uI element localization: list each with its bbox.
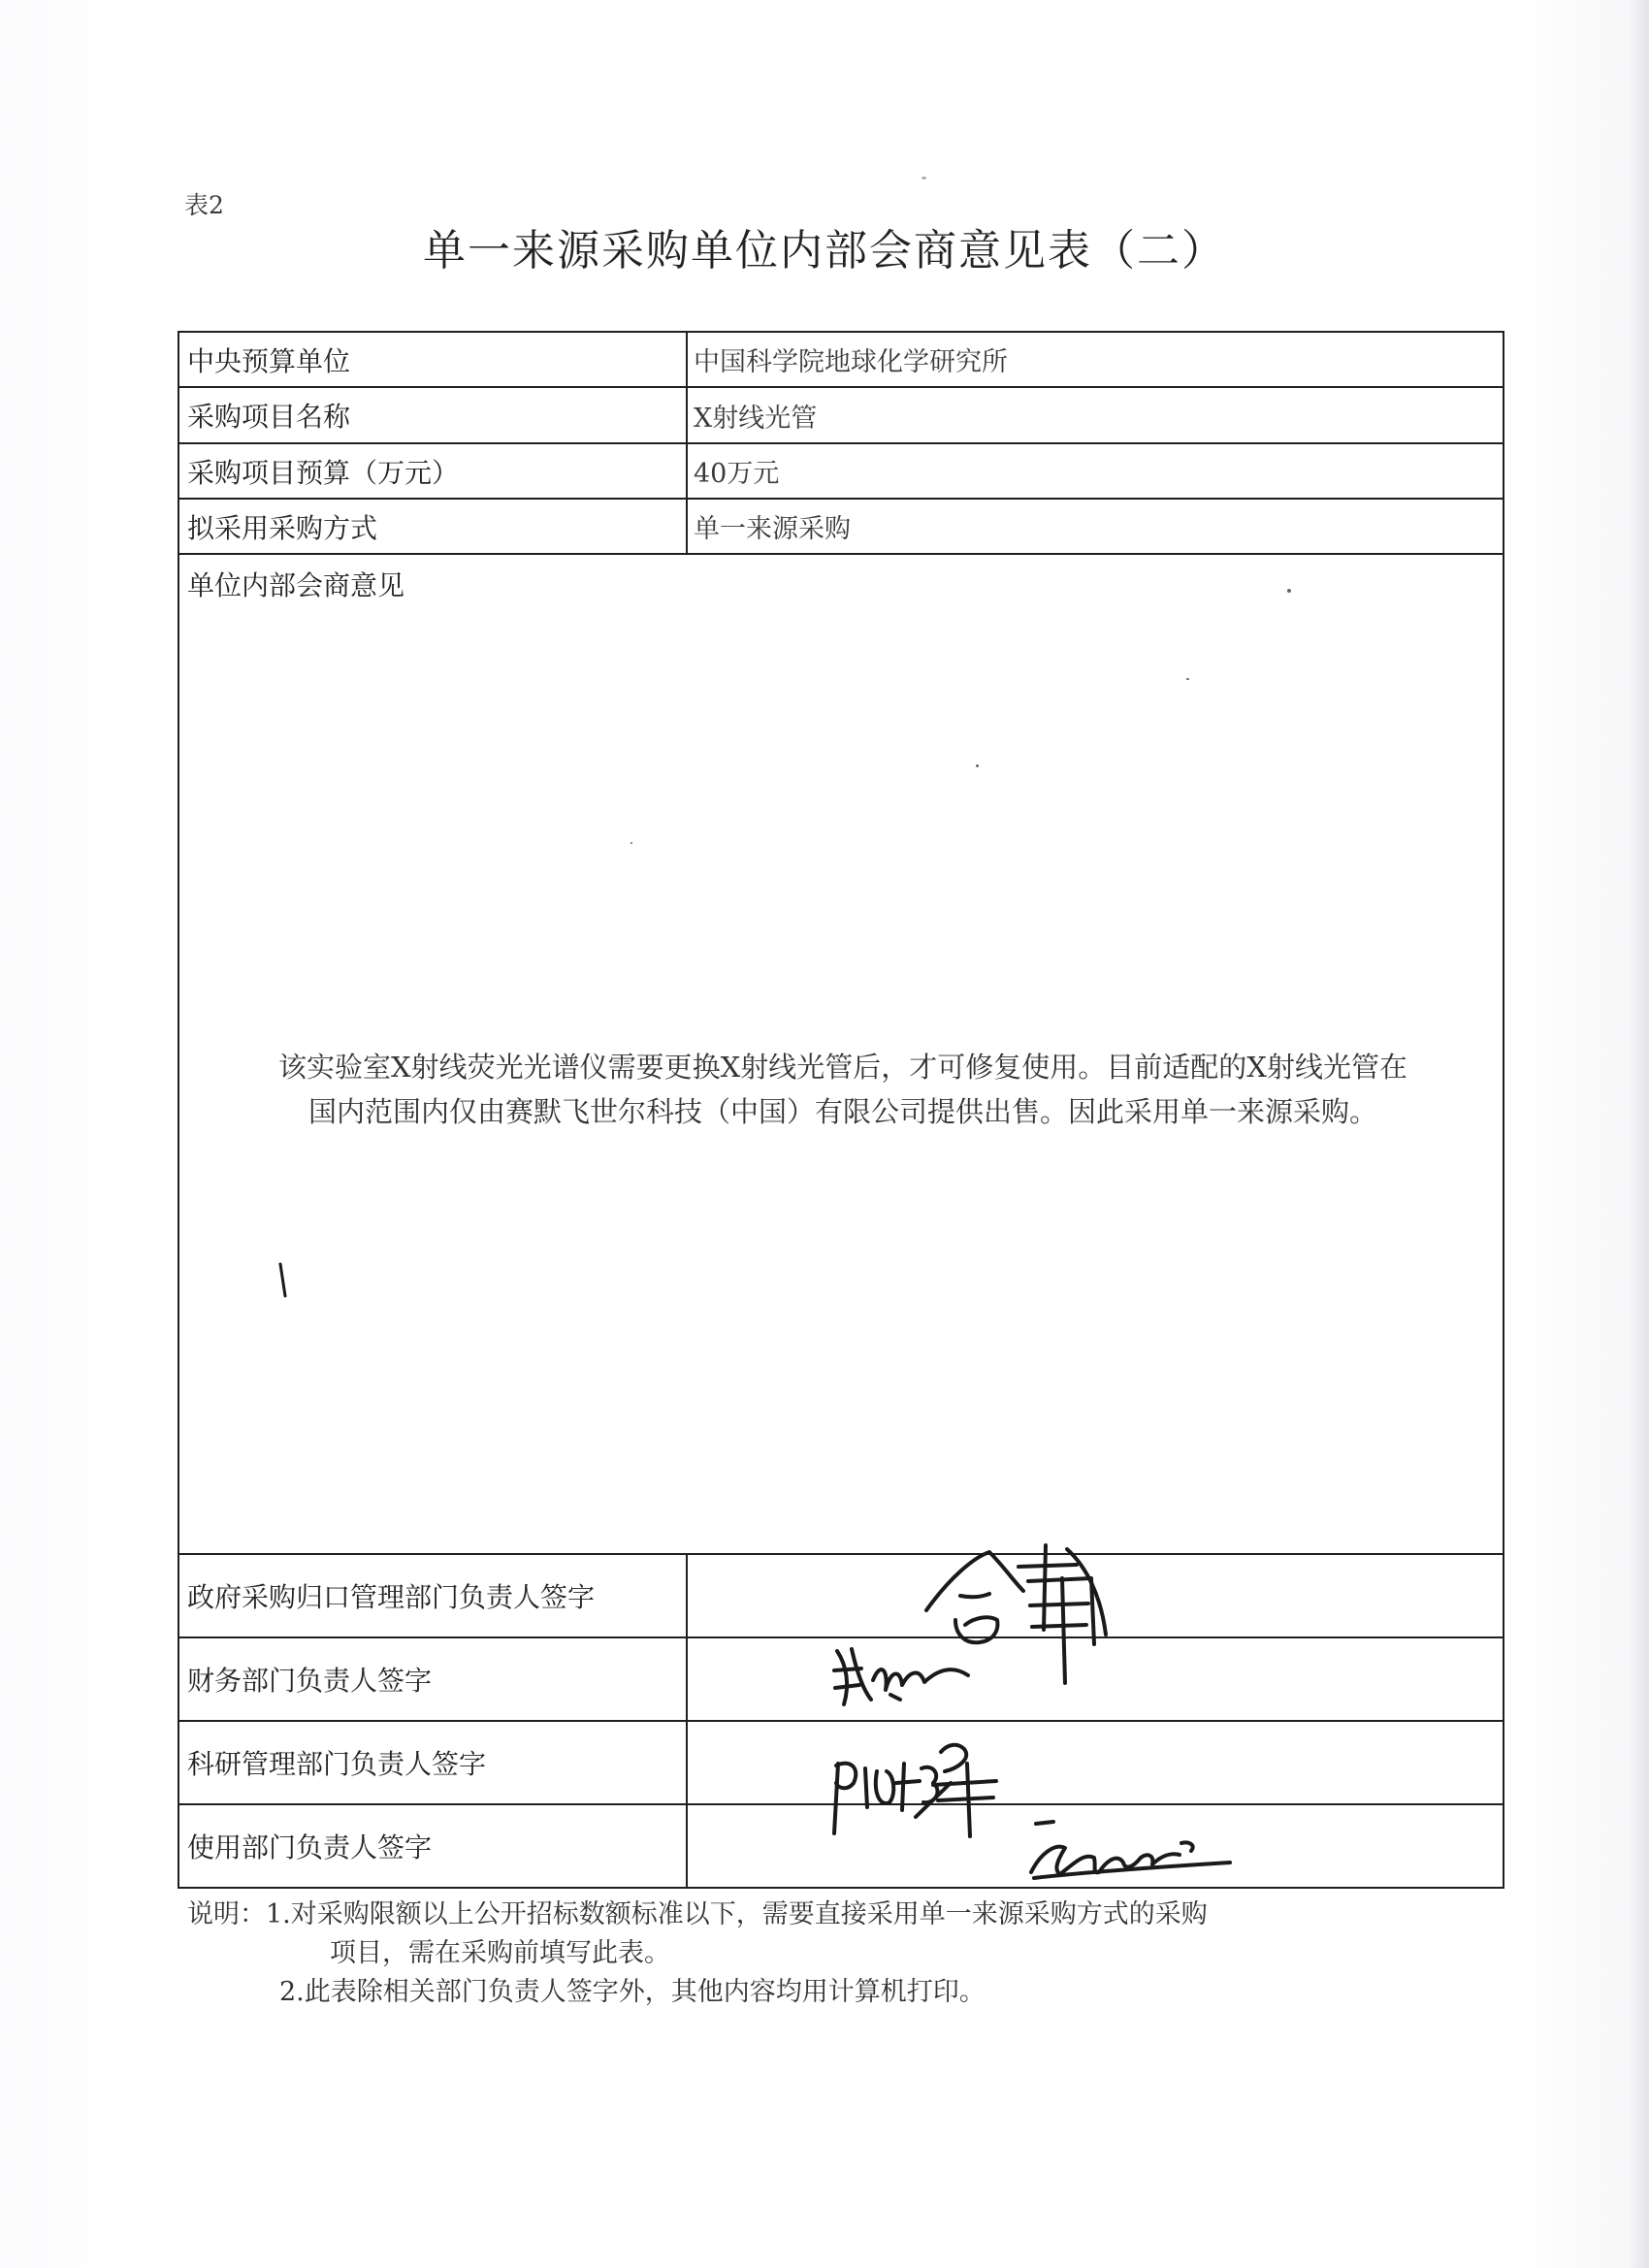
signature-label: 财务部门负责人签字	[187, 1665, 433, 1697]
note-line: 项目，需在采购前填写此表。	[330, 1938, 670, 1968]
scan-speck	[1186, 678, 1189, 680]
row-value: 中国科学院地球化学研究所	[686, 333, 1503, 386]
note-line: 2.此表除相关部门负责人签字外，其他内容均用计算机打印。	[279, 1977, 986, 2007]
row-value: 单一来源采购	[686, 500, 1503, 553]
opinion-line: 该实验室X射线荧光光谱仪需要更换X射线光管后，才可修复使用。目前适配的X射线光管在	[278, 1051, 1407, 1084]
row-label: 采购项目名称	[187, 401, 351, 433]
table-number: 表2	[184, 191, 224, 219]
handwritten-signature-user-dept	[1026, 1814, 1240, 1892]
row-signature-procurement	[179, 1555, 1503, 1638]
scan-edge-shadow	[1628, 0, 1649, 2268]
signature-label: 科研管理部门负责人签字	[187, 1748, 487, 1780]
signature-label: 使用部门负责人签字	[187, 1831, 433, 1863]
opinion-line: 国内范围内仅由赛默飞世尔科技（中国）有限公司提供出售。因此采用单一来源采购。	[307, 1095, 1377, 1128]
signature-cell	[686, 1722, 1503, 1803]
opinion-label: 单位内部会商意见	[187, 569, 405, 601]
opinion-text	[191, 1045, 1495, 1134]
signature-label: 政府采购归口管理部门负责人签字	[187, 1581, 596, 1613]
row-label: 拟采用采购方式	[187, 511, 378, 544]
scan-speck	[922, 177, 926, 179]
pen-mark	[277, 1261, 289, 1300]
note-line: 说明：1.对采购限额以上公开招标数额标准以下，需要直接采用单一来源采购方式的采购	[187, 1899, 1208, 1929]
scan-speck	[630, 842, 632, 844]
handwritten-signature-finance	[832, 1641, 1026, 1719]
row-project-budget	[179, 444, 1503, 500]
scan-speck	[976, 764, 979, 767]
row-procurement-method	[179, 500, 1503, 555]
page-title: 单一来源采购单位内部会商意见表（二）	[423, 226, 1226, 275]
row-project-name	[179, 388, 1503, 444]
row-label: 采购项目预算（万元）	[187, 456, 460, 489]
handwritten-signature-research	[826, 1725, 1030, 1841]
row-budget-unit	[179, 333, 1503, 388]
row-value: 40万元	[686, 444, 1503, 498]
row-label: 中央预算单位	[187, 344, 351, 377]
notes-section	[187, 1895, 1506, 2012]
row-value: X射线光管	[686, 388, 1503, 442]
row-internal-opinion	[179, 555, 1503, 1555]
scan-speck	[1287, 589, 1291, 593]
